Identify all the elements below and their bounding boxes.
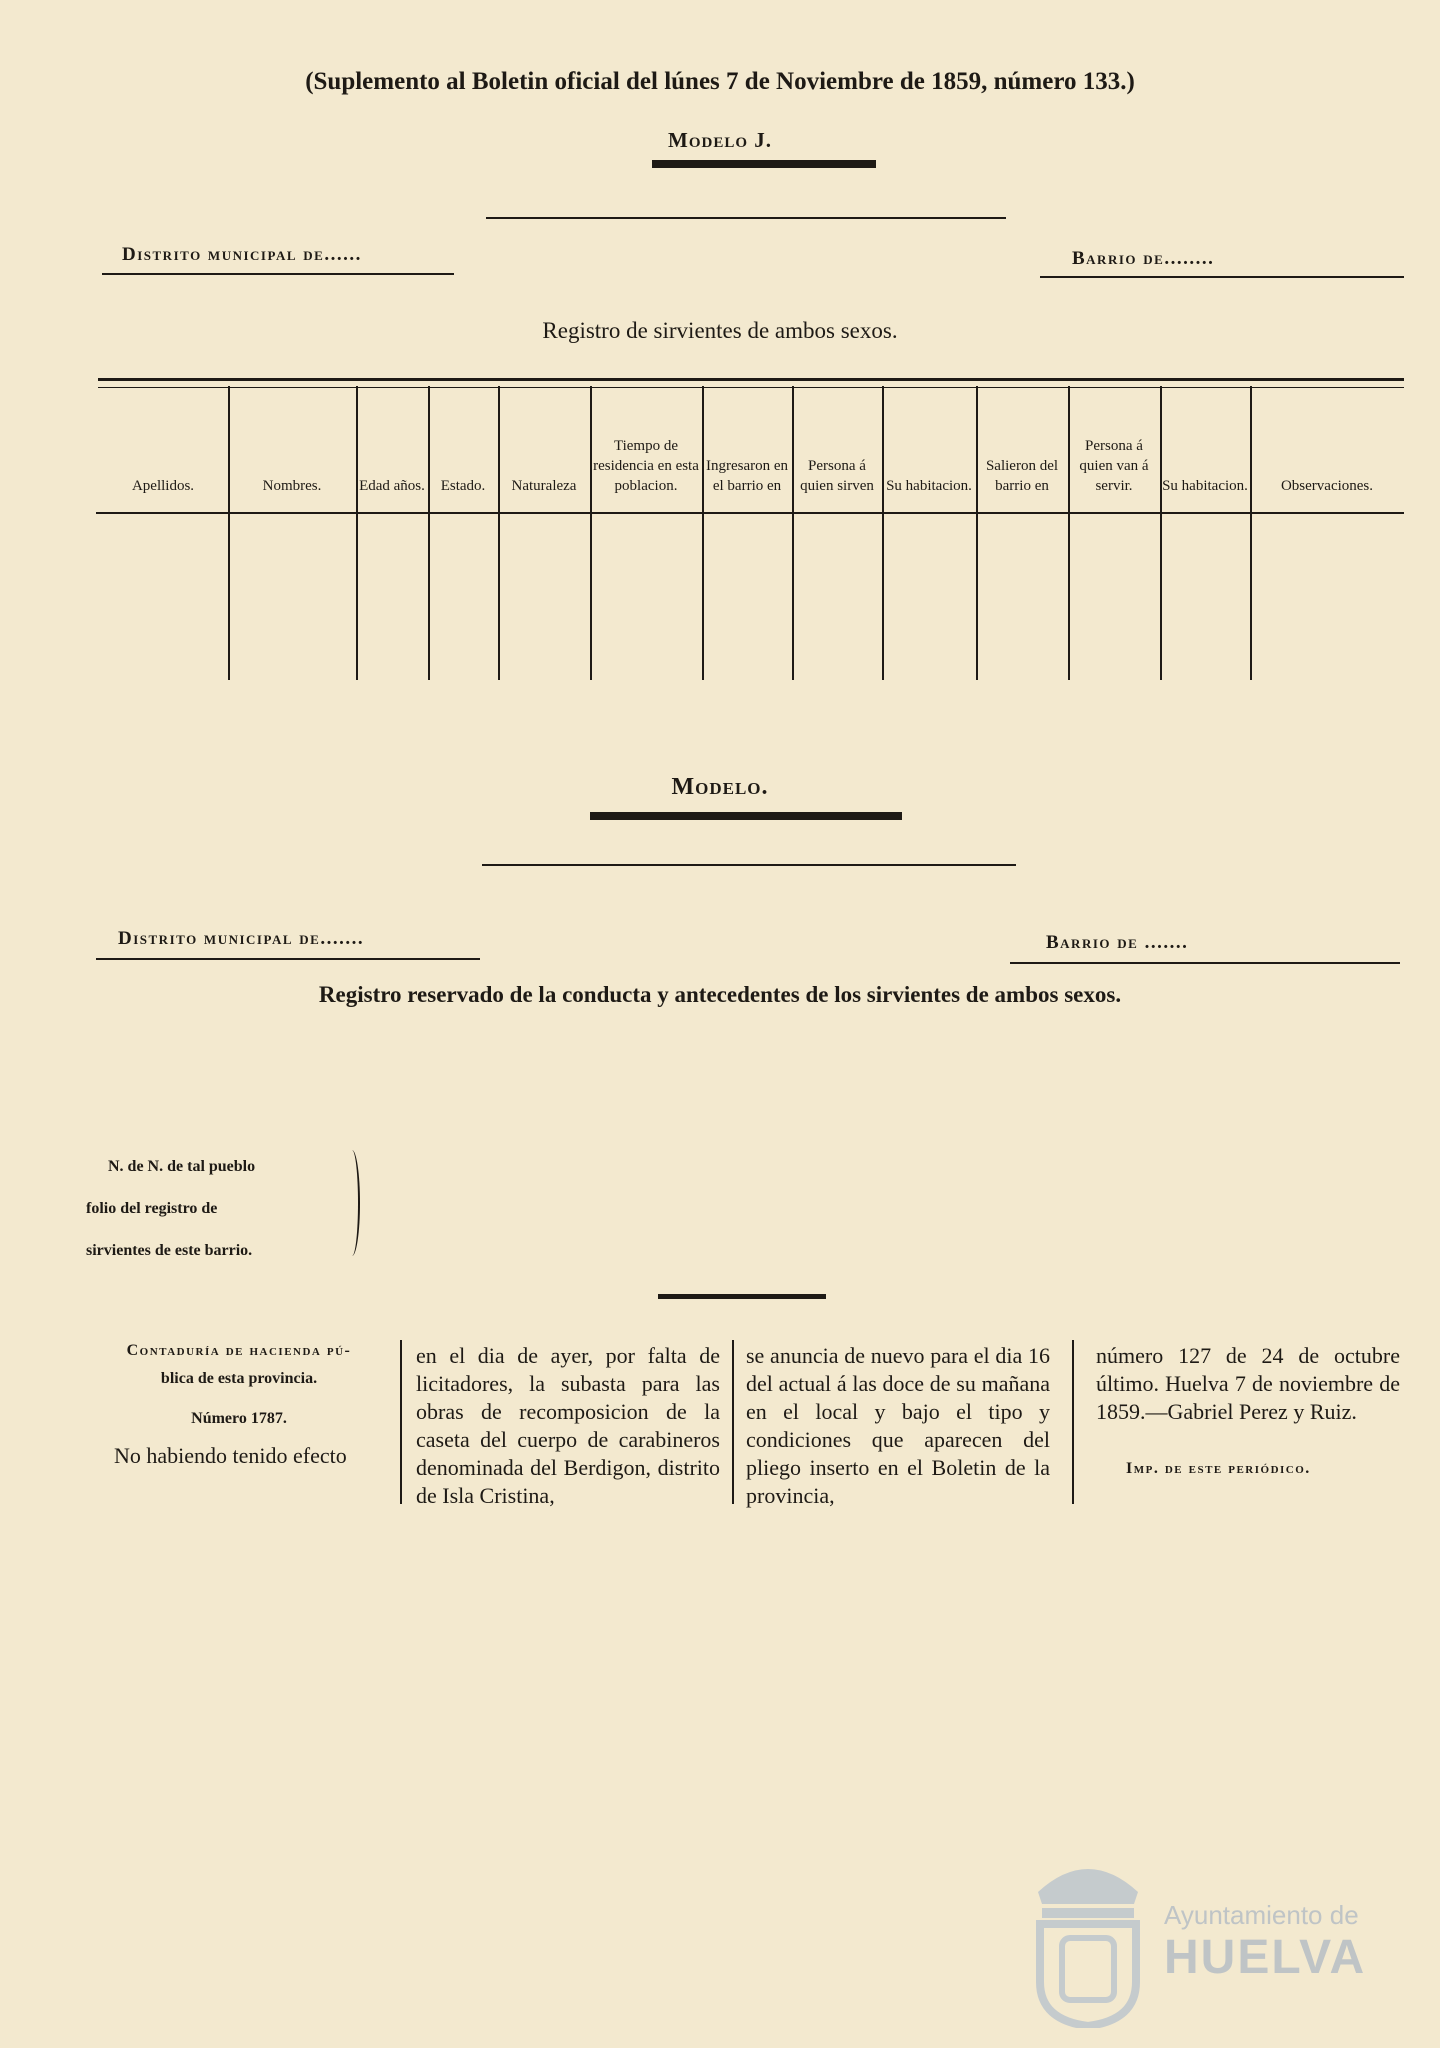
divider-rule: [482, 864, 1016, 866]
section-rule: [658, 1294, 826, 1299]
entry-line: folio del registro de: [86, 1200, 218, 1217]
notice-col-2: en el dia de ayer, por falta de licitadores, la subasta para las obras de recomposicion de la caseta del cuerpo de carabineros denominada del Berdigon, distrito de Isla Cristina,: [416, 1343, 720, 1508]
col-header: Observaciones.: [1280, 478, 1374, 494]
notice-text: número 127 de 24 de octubre último. Huelva 7 de noviembre de 1859.—Gabriel Perez y Ruiz.: [1096, 1343, 1400, 1424]
notice-col-4: [1096, 1342, 1400, 1478]
col-header: Ingresaron en el barrio en: [705, 458, 789, 494]
notice-heading-cont: blica de esta provincia.: [160, 1370, 318, 1387]
notice-text: No habiendo tenido efecto: [114, 1443, 347, 1468]
reserved-register-title: Registro reservado de la conducta y antecedentes de los sirvientes de ambos sexos.: [318, 982, 1122, 1007]
column-separator: [732, 1340, 734, 1504]
notice-col-1: [84, 1342, 394, 1470]
col-header: Edad años.: [359, 478, 425, 494]
col-header: Apellidos.: [131, 478, 195, 494]
brace: [344, 1150, 360, 1256]
distrito-underline: [96, 958, 480, 960]
col-header: Persona á quien van á servir.: [1079, 438, 1149, 494]
modelo-j-title: Modelo J.: [668, 128, 772, 152]
entry-example: [86, 1146, 346, 1272]
distrito-underline: [102, 273, 454, 275]
supplement-header: (Suplemento al Boletin oficial del lúnes 7 de Noviembre de 1859, número 133.): [305, 68, 1135, 95]
col-header: Naturaleza: [511, 478, 577, 494]
notice-heading: Contaduría de hacienda pú-: [126, 1342, 352, 1359]
watermark-text: HUELVA: [1164, 1931, 1367, 1984]
col-header: Nombres.: [262, 478, 322, 494]
entry-line: N. de N. de tal pueblo: [108, 1158, 256, 1175]
notice-number: Número 1787.: [191, 1410, 287, 1427]
barrio-label: Barrio de........: [1072, 248, 1215, 269]
divider-rule: [486, 217, 1006, 219]
column-separator: [1072, 1340, 1074, 1504]
imprint: Imp. de este periódico.: [1126, 1460, 1311, 1477]
column-separator: [400, 1340, 402, 1504]
col-header: Tiempo de residencia en esta poblacion.: [593, 438, 699, 494]
header-underline: [96, 512, 1404, 514]
col-header: Su habitacion.: [886, 478, 972, 494]
notice-col-3: se anuncia de nuevo para el dia 16 del actual á las doce de su mañana en el local y bajo el tipo y condiciones que aparecen del pliego inserto en el Boletin de la provincia,: [746, 1343, 1050, 1508]
ornament-rule: [590, 812, 902, 820]
entry-line: sirvientes de este barrio.: [86, 1242, 253, 1259]
barrio-underline: [1010, 962, 1400, 964]
register-title: Registro de sirvientes de ambos sexos.: [542, 318, 898, 343]
watermark-text: Ayuntamiento de: [1164, 1900, 1359, 1930]
distrito-label: Distrito municipal de.......: [118, 928, 365, 949]
distrito-label: Distrito municipal de......: [122, 244, 362, 265]
barrio-underline: [1040, 276, 1404, 278]
barrio-label: Barrio de .......: [1046, 932, 1189, 953]
coat-of-arms-icon: [1024, 1852, 1152, 2028]
col-header: Salieron del barrio en: [985, 458, 1059, 494]
coat-of-arms-logo: [1024, 1852, 1152, 2028]
col-header: Su habitacion.: [1162, 478, 1248, 494]
ornament-rule: [652, 160, 876, 168]
modelo-title: Modelo.: [671, 774, 769, 800]
col-header: Persona á quien sirven: [800, 458, 874, 494]
col-header: Estado.: [440, 478, 486, 494]
